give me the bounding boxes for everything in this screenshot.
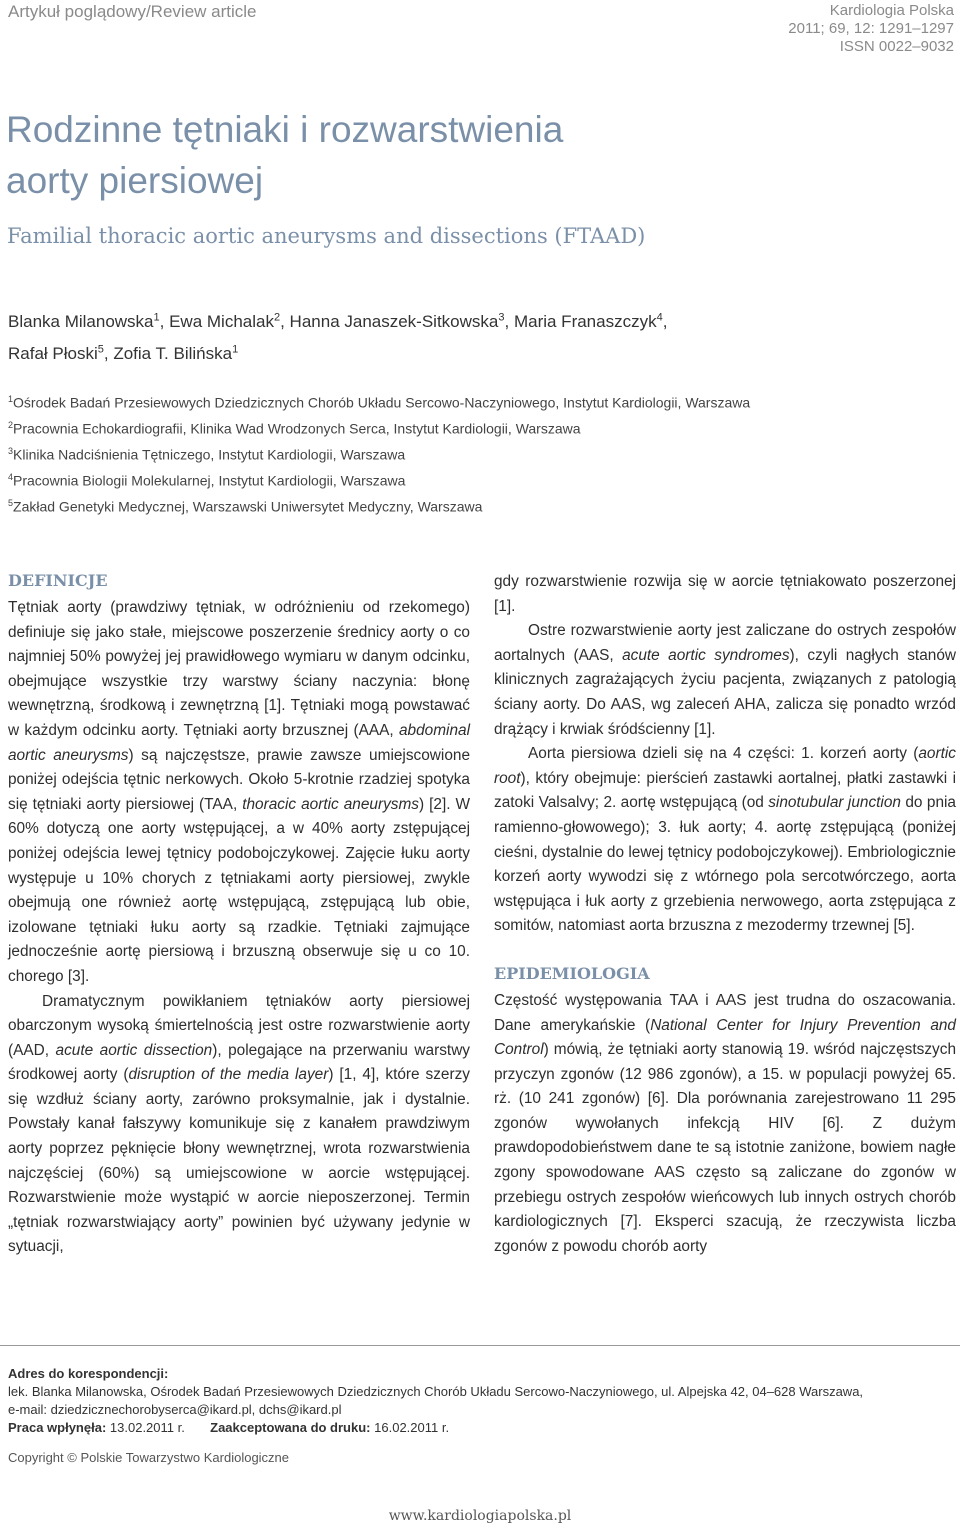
author: Rafał Płoski$^5$,	[8, 343, 114, 364]
title-line-1: Rodzinne tętniaki i rozwarstwienia	[6, 109, 564, 150]
website-link[interactable]: www.kardiologiapolska.pl	[388, 1508, 572, 1524]
author: Hanna Janaszek-Sitkowska$^3$,	[289, 311, 514, 331]
body-column-right	[494, 570, 956, 1259]
author: Ewa Michalak$^2$,	[169, 311, 290, 331]
paragraph: Aorta piersiowa dzieli się na 4 części: 1. korzeń aorty (aortic root), który obejmuje: pierścień zastawki aortalnej, płatki zastawki i zatoki Valsalvy; 2. aortę wstępującą (od sinotubular junction do pnia ramienno-głowowego); 3. łuk aorty; 4. aortę zstępującą (poniżej cieśni, dystalnie do lewej tętnicy podobojczykowej). Embriologicznie korzeń aorty wywodzi się z wtórnego pola sercotwórczego, aorta wstępująca i łuk aorty z grzebienia nerwowego, aorta zstępująca z somitów, natomiast aorta brzuszna z mezodermy trzewnej [5].	[494, 745, 956, 935]
copyright: Copyright © Polskie Towarzystwo Kardiologiczne	[8, 1450, 290, 1465]
title-polish	[6, 104, 766, 206]
correspondence-address: lek. Blanka Milanowska, Ośrodek Badań Przesiewowych Dziedzicznych Chorób Układu Sercowo-Naczyniowego, ul. Alpejska 42, 04–628 Warszawa,	[8, 1384, 864, 1399]
author-list	[8, 303, 908, 368]
affiliation: $^3$Klinika Nadciśnienia Tętniczego, Instytut Kardiologii, Warszawa	[8, 446, 406, 463]
affiliation: $^5$Zakład Genetyki Medycznej, Warszawski Uniwersytet Medyczny, Warszawa	[8, 498, 483, 515]
footer-divider	[0, 1345, 960, 1346]
journal-info	[788, 2, 954, 56]
title-line-2: aorty piersiowej	[6, 160, 264, 201]
title-english: Familial thoracic aortic aneurysms and dissections (FTAAD)	[7, 224, 646, 248]
author: Blanka Milanowska$^1$,	[8, 311, 170, 331]
paragraph: Dramatycznym powikłaniem tętniaków aorty piersiowej obarczonym wysoką śmiertelnością jest ostre rozwarstwienie aorty (AAD, acute aortic dissection), polegające na przerwaniu warstwy środkowej aorty (disruption of the media layer) [1, 4], które szerzy się wzdłuż ściany aorty, zarówno proksymalnie, jak i dystalnie. Powstały kanał fałszywy komunikuje się z kanałem prawdziwym aorty poprzez pęknięcie błony wewnętrznej, wrota rozwarstwienia najczęściej (60%) są umiejscowione w aorcie wstępującej. Rozwarstwienie może wystąpić w aorcie nieposzerzonej. Termin „tętniak rozwarstwiający aorty” powinien być używany jedynie w sytuacji,	[8, 992, 470, 1256]
section-heading-epidemiologia: EPIDEMIOLOGIA	[494, 963, 650, 983]
article-type: Artykuł poglądowy/Review article	[8, 2, 257, 21]
accepted-date: 16.02.2011 r.	[374, 1420, 450, 1435]
affiliation: $^1$Ośrodek Badań Przesiewowych Dziedzicznych Chorób Układu Sercowo-Naczyniowego, Instytut Kardiologii, Warszawa	[8, 394, 751, 411]
accepted-label: Zaakceptowana do druku:	[210, 1420, 371, 1435]
journal-volume: 2011; 69, 12: 1291–1297	[788, 20, 954, 37]
journal-name: Kardiologia Polska	[829, 2, 954, 19]
received-date: 13.02.2011 r.	[109, 1420, 185, 1435]
affiliation: $^2$Pracownia Echokardiografii, Klinika Wad Wrodzonych Serca, Instytut Kardiologii, Warszawa	[8, 420, 581, 437]
affiliation: $^4$Pracownia Biologii Molekularnej, Instytut Kardiologii, Warszawa	[8, 472, 406, 489]
author: Maria Franaszczyk$^4$,	[513, 311, 668, 331]
correspondence-label: Adres do korespondencji:	[8, 1366, 169, 1381]
paragraph: Częstość występowania TAA i AAS jest trudna do oszacowania. Dane amerykańskie (National Center for Injury Prevention and Control) mówią, że tętniaki aorty stanowią 19. wśród najczęstszych przyczyn zgonów (12 986 zgonów), a 15. w populacji powyżej 65. rż. (10 241 zgonów) [6]. Dla porównania zarejestrowano 11 295 zgonów wywołanych infekcją HIV [6]. Z dużym prawdopodobieństwem dane te są istotnie zaniżone, bowiem nagłe zgony spowodowane AAS często są zaliczane do zgonów w przebiegu ostrych zespołów wieńcowych lub innych ostrych chorób kardiologicznych [7]. Eksperci szacują, że rzeczywista liczba zgonów z powodu chorób aorty	[494, 991, 956, 1255]
dates-row	[8, 1419, 953, 1437]
paragraph: gdy rozwarstwienie rozwija się w aorcie tętniakowato poszerzonej [1].	[494, 573, 956, 615]
paragraph: Ostre rozwarstwienie aorty jest zaliczane do ostrych zespołów aortalnych (AAS, acute aortic syndromes), czyli nagłych stanów klinicznych zagrażających życiu pacjenta, związanych z patologią ściany aorty. Do AAS, wg zaleceń AHA, zalicza się ponadto wrzód drążący i krwiak śródścienny [1].	[494, 622, 956, 738]
correspondence-footer	[8, 1365, 953, 1467]
correspondence-email: e-mail: dziedzicznechorobyserca@ikard.pl, dchs@ikard.pl	[8, 1402, 342, 1417]
section-heading-definicje: DEFINICJE	[8, 571, 108, 590]
author: Zofia T. Bilińska$^1$	[113, 343, 239, 364]
received-label: Praca wpłynęła:	[8, 1420, 107, 1435]
journal-issn: ISSN 0022–9032	[839, 38, 954, 55]
body-column-left	[8, 570, 470, 1260]
paragraph: Tętniak aorty (prawdziwy tętniak, w odróżnieniu od rzekomego) definiuje się jako stałe, miejscowe poszerzenie średnicy aorty o co najmniej 50% powyżej jej prawidłowego wymiaru w danym odcinku, obejmujące wszystkie trzy warstwy ściany naczynia: błonę wewnętrzną, środkową i zewnętrzną [1]. Tętniaki mogą powstawać w każdym odcinku aorty. Tętniaki aorty brzusznej (AAA, abdominal aortic aneurysms) są najczęstsze, prawie zawsze umiejscowione poniżej odejścia tętnic nerkowych. Około 5-krotnie rzadziej spotyka się tętniaki aorty piersiowej (TAA, thoracic aortic aneurysms) [2]. W 60% dotyczą one aorty wstępującej, a w 40% aorty zstępującej poniżej odejścia lewej tętnicy podobojczykowej. Zajęcie łuku aorty występuje u 10% chorych z tętniakami aorty piersiowej, zwykle obejmują one również aortę wstępującą, zstępującą lub obie, izolowane tętniaki łuku aorty są rzadkie. Tętniaki zajmujące jednocześnie aortę piersiową i brzuszną obserwuje się u co 10. chorego [3].	[8, 599, 471, 985]
affiliation-list	[8, 386, 948, 516]
